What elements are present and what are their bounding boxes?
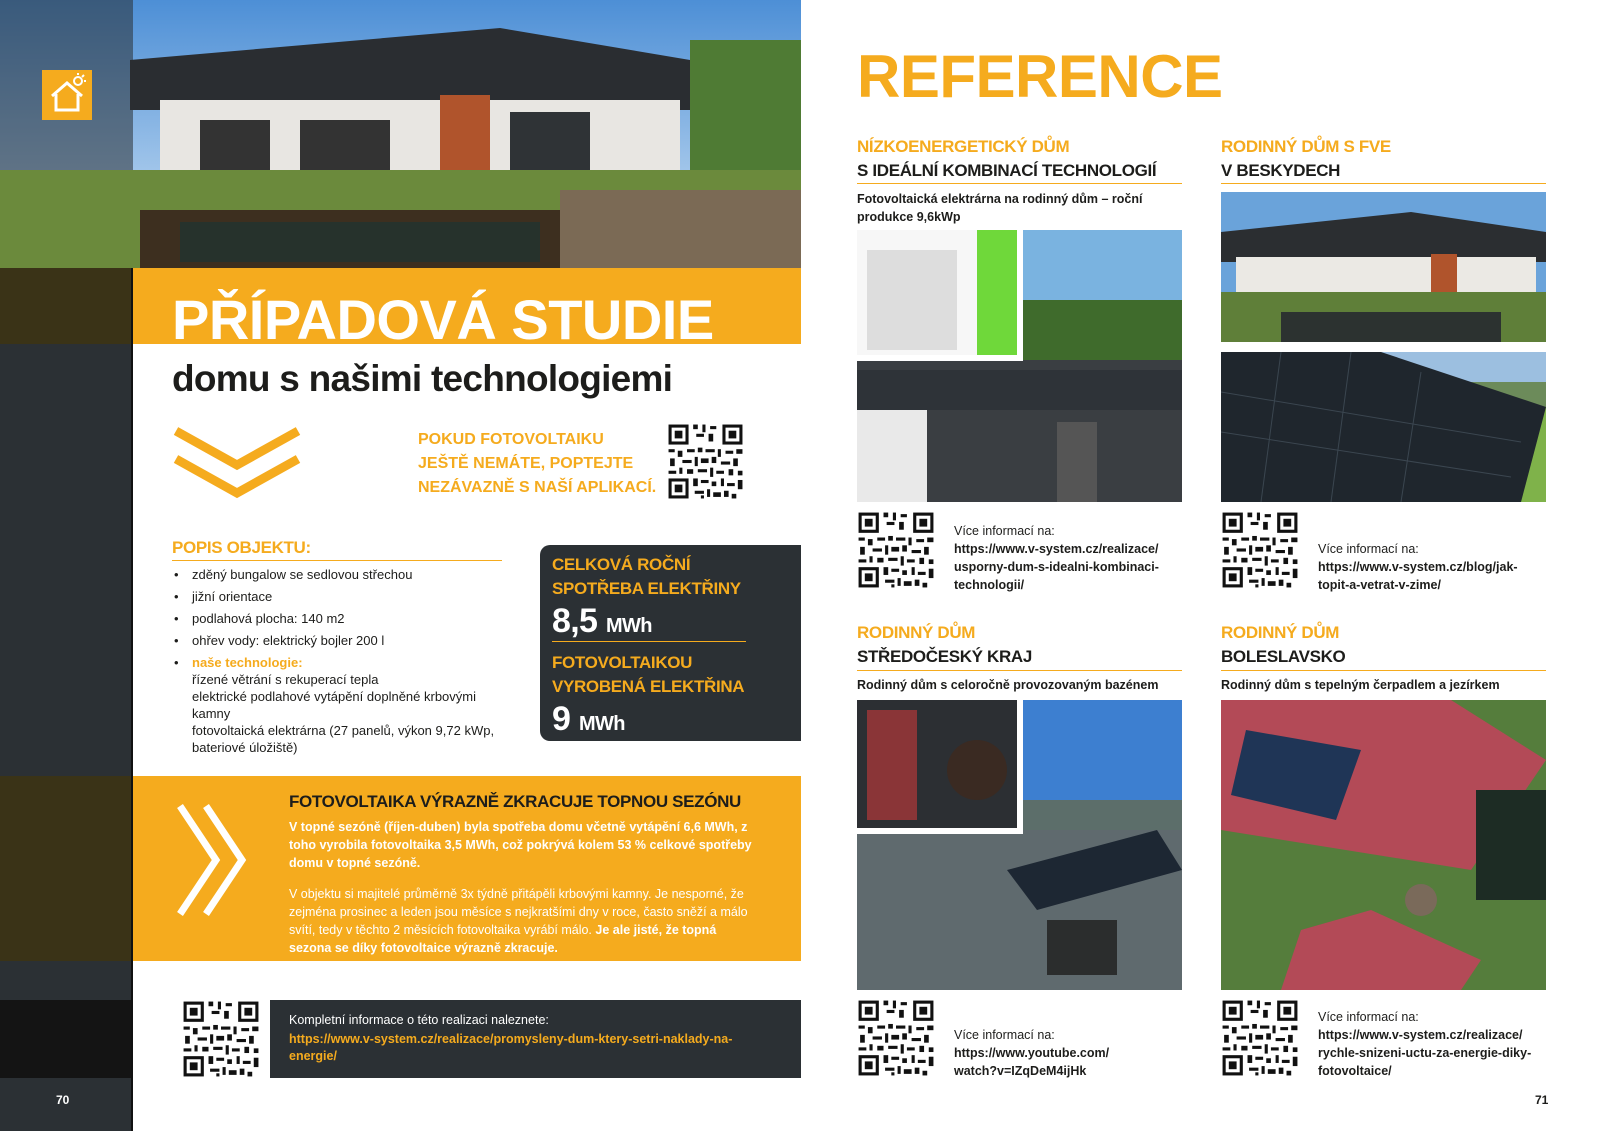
cta-line-1: POKUD FOTOVOLTAIKU: [418, 431, 604, 448]
cta-line-2: JEŠTĚ NEMÁTE, POPTEJTE: [418, 455, 634, 472]
qr-code-icon: [857, 511, 935, 589]
tech-line: fotovoltaická elektrárna (27 panelů, výkon 9,72 kWp,: [192, 723, 495, 738]
bottom-intro: Kompletní informace o této realizaci naleznete:: [289, 1013, 549, 1027]
qr-code-icon: [857, 999, 935, 1077]
ref-1-link-line: technologii/: [954, 578, 1025, 592]
ref-2-link[interactable]: [1318, 558, 1518, 594]
info-paragraph-1: V topné sezóně (říjen-duben) byla spotřeba domu včetně vytápění 6,6 MWh, z toho vyrobila fotovoltaika 3,5 MWh, což pokrývá kolem 53 % celkové spotřeby domu v topné sezóně.: [289, 820, 752, 870]
list-item-technologies: [172, 654, 512, 756]
ref-2-link-line: https://www.v-system.cz/blog/jak-: [1318, 560, 1518, 574]
realization-qr-code[interactable]: [182, 1000, 260, 1078]
consumption-label-line-2: SPOTŘEBA ELEKTŘINY: [552, 579, 741, 598]
rail-band-info: [0, 776, 133, 961]
ref-2-heading-1: RODINNÝ DŮM S FVE: [1221, 137, 1391, 156]
ref-1-link-line: https://www.v-system.cz/realizace/: [954, 542, 1159, 556]
cta-text: [418, 428, 668, 500]
popis-heading: POPIS OBJEKTU:: [172, 538, 311, 557]
info-paragraph-2: [289, 885, 759, 957]
ref-2-photo-house: [1221, 192, 1546, 342]
ref-1-link[interactable]: [954, 540, 1159, 594]
ref-4-link-line: fotovoltaice/: [1318, 1064, 1392, 1078]
cta-line-3: NEZÁVAZNĚ S NAŠÍ APLIKACÍ.: [418, 479, 657, 496]
ref-3-photo: [857, 700, 1182, 990]
ref-2-more-label: Více informací na:: [1318, 542, 1419, 556]
list-item: • zděný bungalow se sedlovou střechou: [172, 566, 512, 583]
ref-4-heading-2: BOLESLAVSKO: [1221, 647, 1346, 666]
ref-1-description: Fotovoltaická elektrárna na rodinný dům – roční produkce 9,6kWp: [857, 192, 1143, 224]
realization-link[interactable]: https://www.v-system.cz/realizace/promysleny-dum-ktery-setri-naklady-na-energie/: [289, 1032, 733, 1063]
popis-list: [172, 566, 512, 761]
production-label-line-2: VYROBENÁ ELEKTŘINA: [552, 677, 745, 696]
ref-1-qr-code[interactable]: [857, 511, 935, 589]
ref-4-link-line: rychle-snizeni-uctu-za-energie-diky-: [1318, 1046, 1532, 1060]
stats-box: [540, 545, 801, 741]
consumption-value: [552, 603, 652, 644]
ref-4-more-label: Více informací na:: [1318, 1010, 1419, 1024]
ref-3-heading-1: RODINNÝ DŮM: [857, 623, 976, 642]
page-number-left: 70: [56, 1093, 70, 1107]
rail-band-bottom: [0, 1000, 133, 1078]
tech-label: • naše technologie:: [192, 655, 303, 670]
ref-2-link-line: topit-a-vetrat-v-zime/: [1318, 578, 1441, 592]
ref-4-link-line: https://www.v-system.cz/realizace/: [1318, 1028, 1523, 1042]
qr-code-icon: [667, 423, 744, 500]
production-unit: MWh: [579, 713, 625, 735]
ref-3-heading-2: STŘEDOČESKÝ KRAJ: [857, 647, 1032, 666]
production-label: [552, 651, 752, 699]
ref-1-heading-2: S IDEÁLNÍ KOMBINACÍ TECHNOLOGIÍ: [857, 161, 1157, 180]
ref-4-heading-1: RODINNÝ DŮM: [1221, 623, 1340, 642]
list-item: • ohřev vody: elektrický bojler 200 l: [172, 632, 512, 649]
ref-2-heading-2: V BESKYDECH: [1221, 161, 1341, 180]
ref-3-divider: [857, 670, 1182, 671]
tech-line: bateriové úložiště): [192, 740, 298, 755]
qr-code-icon: [1221, 999, 1299, 1077]
ref-3-link[interactable]: [954, 1044, 1109, 1080]
info-heading: FOTOVOLTAIKA VÝRAZNĚ ZKRACUJE TOPNOU SEZÓNU: [289, 792, 741, 811]
stats-divider: [552, 641, 746, 642]
production-number: 9: [552, 700, 571, 738]
ref-4-photo: [1221, 700, 1546, 990]
production-value: [552, 701, 625, 742]
info-paragraph-2-text: V objektu si majitelé průměrně 3x týdně přitápěli krbovými kamny. Je nesporné, že zejména prosinec a leden jsou měsíce s nejkratšími dny v roce, často sněží a málo svítí, tedy v těchto 2 měsících fotovoltaika vyrábí málo.: [289, 887, 748, 937]
ref-1-more-label: Více informací na:: [954, 524, 1055, 538]
chevron-down-icon: [170, 425, 304, 503]
ref-4-divider: [1221, 670, 1546, 671]
qr-code-icon: [182, 1000, 260, 1078]
reference-title: REFERENCE: [857, 43, 1223, 110]
hero-photo-bungalow: [0, 0, 801, 268]
ref-4-link[interactable]: [1318, 1026, 1531, 1080]
info-paragraph-2-bold: Je ale jisté, že topná sezona se díky fotovoltaice výrazně zkracuje.: [289, 923, 717, 955]
ref-3-link-line: watch?v=IZqDeM4ijHk: [954, 1064, 1087, 1078]
ref-4-qr-code[interactable]: [1221, 999, 1299, 1077]
list-item: • jižní orientace: [172, 588, 512, 605]
ref-1-link-line: usporny-dum-s-idealni-kombinaci-: [954, 560, 1159, 574]
ref-1-divider: [857, 183, 1182, 184]
tech-line: řízené větrání s rekuperací tepla: [192, 672, 379, 687]
page-subtitle: domu s našimi technologiemi: [172, 358, 673, 399]
page-number-right: 71: [1535, 1093, 1549, 1107]
ref-3-more-label: Více informací na:: [954, 1028, 1055, 1042]
ref-3-link-line: https://www.youtube.com/: [954, 1046, 1110, 1060]
app-qr-code[interactable]: [667, 423, 744, 500]
double-chevron-right-icon: [172, 800, 252, 920]
ref-4-description: Rodinný dům s tepelným čerpadlem a jezírkem: [1221, 678, 1500, 692]
page-title: PŘÍPADOVÁ STUDIE: [172, 288, 714, 351]
house-sun-icon: [42, 70, 92, 120]
consumption-label-line-1: CELKOVÁ ROČNÍ: [552, 555, 691, 574]
ref-2-photo-panels: [1221, 352, 1546, 502]
ref-2-qr-code[interactable]: [1221, 511, 1299, 589]
ref-3-description: Rodinný dům s celoročně provozovaným bazénem: [857, 678, 1159, 692]
qr-code-icon: [1221, 511, 1299, 589]
popis-divider: [172, 560, 502, 561]
consumption-number: 8,5: [552, 602, 598, 640]
list-item: • podlahová plocha: 140 m2: [172, 610, 512, 627]
ref-2-divider: [1221, 183, 1546, 184]
ref-1-photo: [857, 230, 1182, 502]
consumption-unit: MWh: [606, 615, 652, 637]
rail-band-title: [0, 268, 133, 344]
consumption-label: [552, 553, 752, 601]
tech-line: elektrické podlahové vytápění doplněné krbovými kamny: [192, 689, 477, 721]
production-label-line-1: FOTOVOLTAIKOU: [552, 653, 693, 672]
ref-1-heading-1: NÍZKOENERGETICKÝ DŮM: [857, 137, 1070, 156]
ref-3-qr-code[interactable]: [857, 999, 935, 1077]
